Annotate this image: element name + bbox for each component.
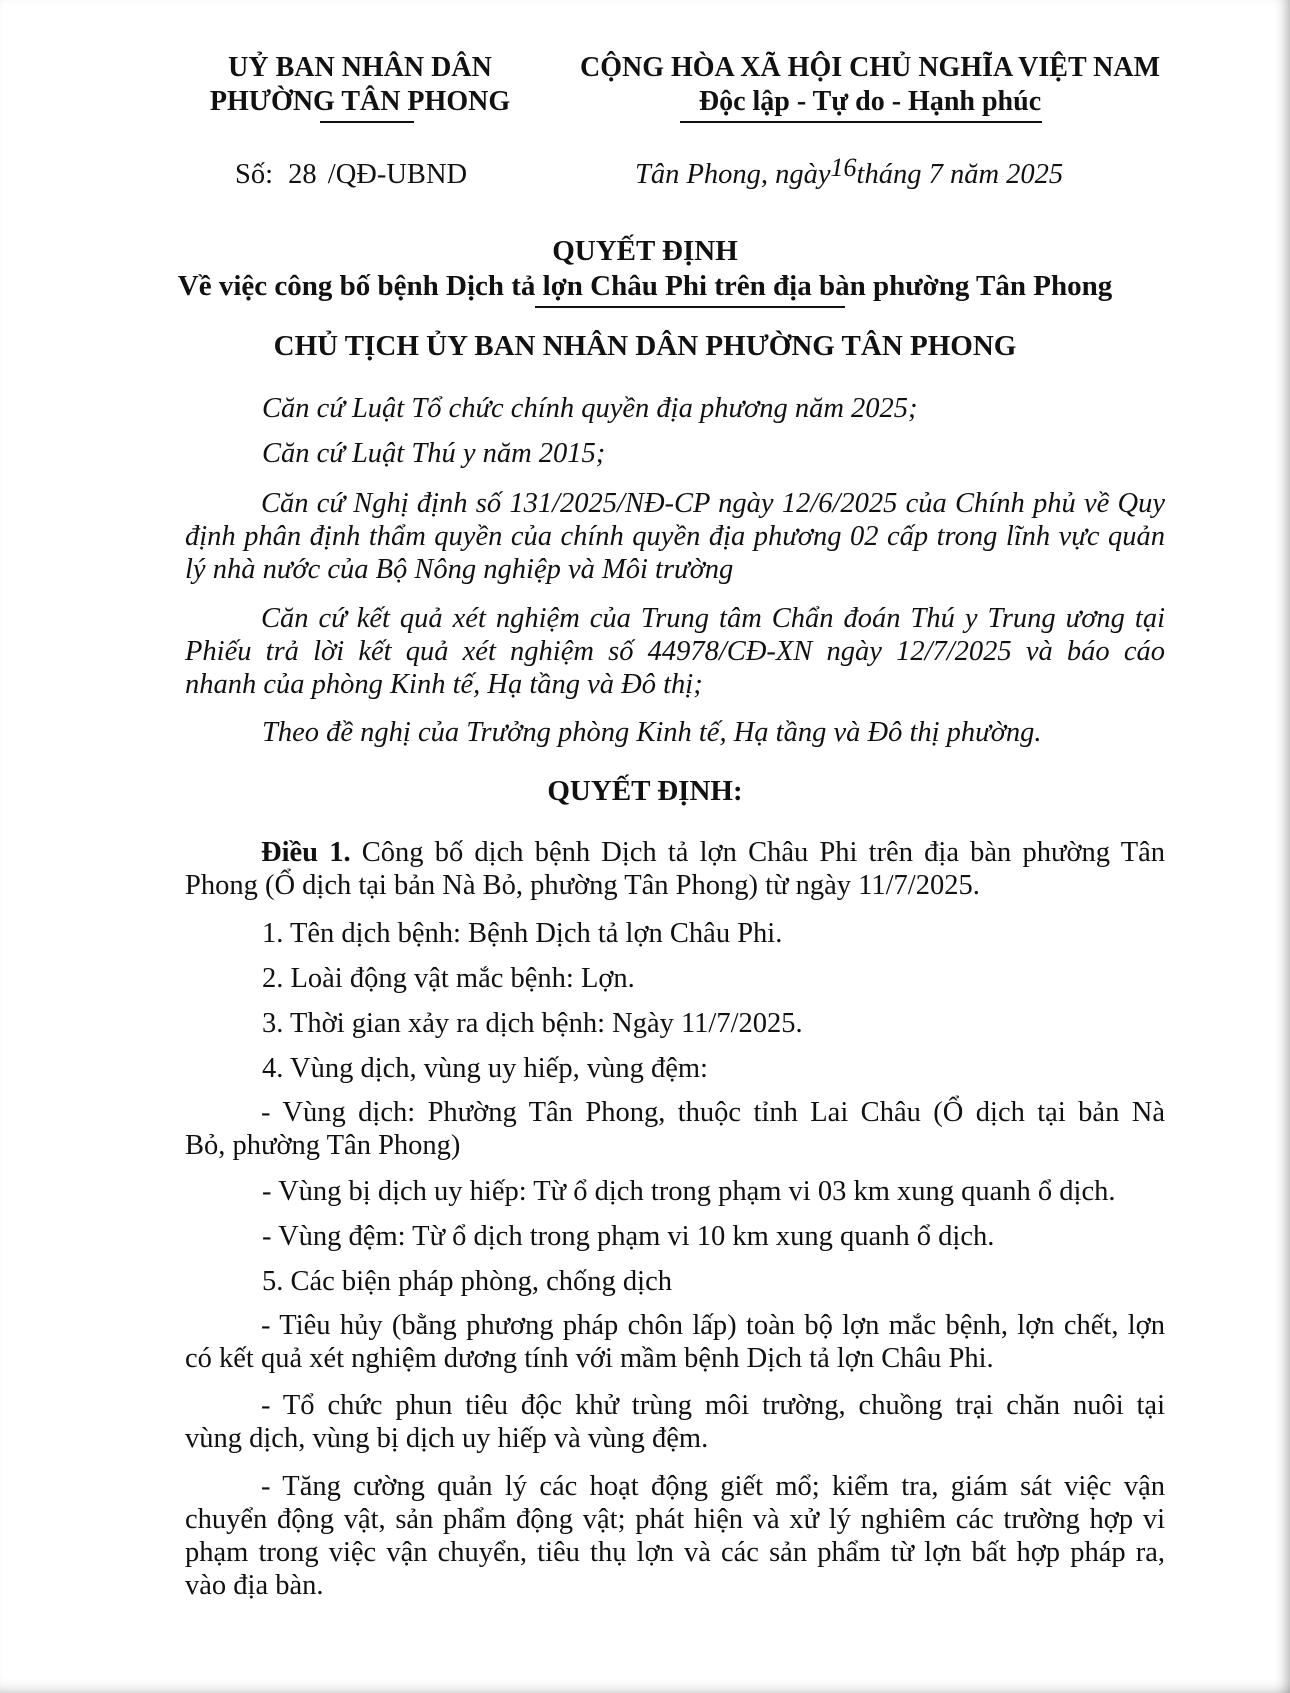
item-3: 3. Thời gian xảy ra dịch bệnh: Ngày 11/7/2025. <box>262 1008 803 1039</box>
measure-2 <box>185 1389 1165 1455</box>
date-rest: tháng 7 năm 2025 <box>856 159 1064 190</box>
decision-subtitle: Về việc công bố bệnh Dịch tả lợn Châu Phi trên địa bàn phường Tân Phong <box>177 270 1113 302</box>
zone-epidemic-line2: Bỏ, phường Tân Phong) <box>185 1130 461 1161</box>
measure-3 <box>185 1470 1165 1602</box>
article-1-line1 <box>185 836 1165 869</box>
item-2: 2. Loài động vật mắc bệnh: Lợn. <box>262 963 635 994</box>
basis-1: Căn cứ Luật Tổ chức chính quyền địa phương năm 2025; <box>262 393 918 424</box>
decision-title: QUYẾT ĐỊNH <box>552 235 738 267</box>
number-prefix: Số: <box>235 159 274 190</box>
item-1: 1. Tên dịch bệnh: Bệnh Dịch tả lợn Châu Phi. <box>262 918 783 949</box>
measure-3-line1: - Tăng cường quản lý các hoạt động giết mổ; kiểm tra, giám sát việc vận <box>261 1471 1165 1502</box>
measure-1-line2: có kết quả xét nghiệm dương tính với mầm bệnh Dịch tả lợn Châu Phi. <box>185 1343 994 1374</box>
zone-threatened: - Vùng bị dịch uy hiếp: Từ ổ dịch trong phạm vi 03 km xung quanh ổ dịch. <box>262 1176 1116 1207</box>
measure-3-line2: chuyển động vật, sản phẩm động vật; phát hiện và xử lý nghiêm các trường hợp vi <box>185 1504 1165 1535</box>
basis-4-line2: Phiếu trả lời kết quả xét nghiệm số 44978/CĐ-XN ngày 12/7/2025 và báo cáo <box>185 636 1165 667</box>
zone-epidemic-line1: - Vùng dịch: Phường Tân Phong, thuộc tỉnh Lai Châu (Ổ dịch tại bản Nà <box>261 1097 1165 1128</box>
basis-2: Căn cứ Luật Thú y năm 2015; <box>262 438 606 469</box>
date-day: 16 <box>830 153 857 182</box>
number-suffix: /QĐ-UBND <box>327 159 468 190</box>
subtitle-underline <box>535 306 845 308</box>
basis-3-line1: Căn cứ Nghị định số 131/2025/NĐ-CP ngày 12/6/2025 của Chính phủ về Quy <box>261 488 1165 519</box>
article-1-text: Công bố dịch bệnh Dịch tả lợn Châu Phi trên địa bàn phường Tân <box>361 837 1166 868</box>
document-number <box>235 158 467 191</box>
issuer-line2: PHƯỜNG TÂN PHONG <box>209 86 511 117</box>
basis-3-line2: định phân định thẩm quyền của chính quyền địa phương 02 cấp trong lĩnh vực quản <box>185 521 1165 552</box>
zone-buffer: - Vùng đệm: Từ ổ dịch trong phạm vi 10 km xung quanh ổ dịch. <box>262 1221 995 1252</box>
measure-3-line4: vào địa bàn. <box>185 1570 324 1601</box>
basis-5: Theo đề nghị của Trưởng phòng Kinh tế, Hạ tầng và Đô thị phường. <box>262 717 1042 748</box>
item-4: 4. Vùng dịch, vùng uy hiếp, vùng đệm: <box>262 1053 708 1084</box>
measure-2-line1: - Tổ chức phun tiêu độc khử trùng môi trường, chuồng trại chăn nuôi tại <box>261 1390 1165 1421</box>
issuer-underline <box>320 121 414 123</box>
motto-underline <box>680 121 1042 123</box>
measure-2-line2: vùng dịch, vùng bị dịch uy hiếp và vùng đệm. <box>185 1423 709 1454</box>
number-value: 28 <box>288 159 317 190</box>
article-1-line2: Phong (Ổ dịch tại bản Nà Bỏ, phường Tân Phong) từ ngày 11/7/2025. <box>185 870 980 901</box>
date-place: Tân Phong, ngày <box>635 159 831 190</box>
measure-1-line1: - Tiêu hủy (bằng phương pháp chôn lấp) toàn bộ lợn mắc bệnh, lợn chết, lợn <box>261 1310 1165 1341</box>
basis-3-line3: lý nhà nước của Bộ Nông nghiệp và Môi trường <box>185 554 734 585</box>
authority-title: CHỦ TỊCH ỦY BAN NHÂN DÂN PHƯỜNG TÂN PHONG <box>273 330 1017 362</box>
basis-4 <box>185 602 1165 701</box>
decision-heading: QUYẾT ĐỊNH: <box>547 775 743 807</box>
basis-4-line1: Căn cứ kết quả xét nghiệm của Trung tâm Chẩn đoán Thú y Trung ương tại <box>261 603 1165 634</box>
basis-3 <box>185 487 1165 586</box>
basis-4-line3: nhanh của phòng Kinh tế, Hạ tầng và Đô thị; <box>185 669 703 700</box>
issuer-line1: UỶ BAN NHÂN DÂN <box>228 52 492 83</box>
item-5: 5. Các biện pháp phòng, chống dịch <box>262 1266 672 1297</box>
national-motto: Độc lập - Tự do - Hạnh phúc <box>698 86 1042 117</box>
measure-3-line3: phạm trong việc vận chuyển, tiêu thụ lợn và các sản phẩm từ lợn bất hợp pháp ra, <box>185 1537 1165 1568</box>
measure-1 <box>185 1309 1165 1375</box>
article-1-label: Điều 1. <box>261 837 351 868</box>
zone-epidemic <box>185 1096 1165 1162</box>
article-1-intro <box>185 836 1165 902</box>
document-date <box>635 153 1064 191</box>
national-title: CỘNG HÒA XÃ HỘI CHỦ NGHĨA VIỆT NAM <box>579 52 1161 83</box>
